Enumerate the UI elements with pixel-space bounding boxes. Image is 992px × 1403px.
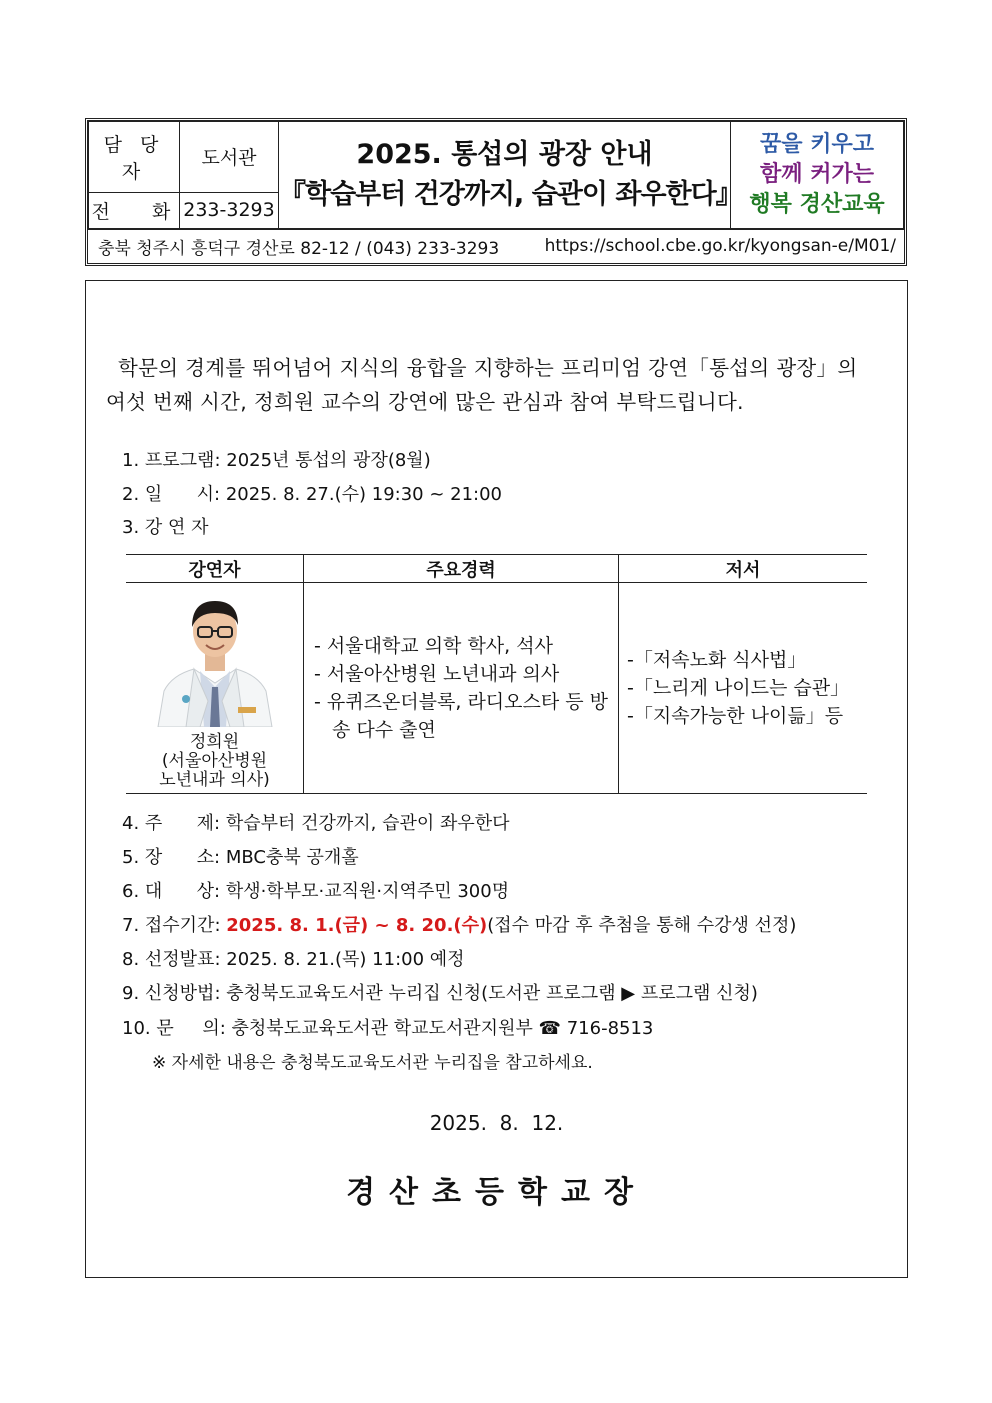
- books-list: [619, 646, 867, 730]
- intro-line-1: 학문의 경계를 뛰어넘어 지식의 융합을 지향하는 프리미엄 강연「통섭의 광장」의: [118, 356, 858, 380]
- motto-line-3: 행복 경산교육: [749, 192, 885, 217]
- book-item: -「저속노화 식사법」: [627, 649, 807, 671]
- contact-value: 도서관: [180, 122, 279, 193]
- title-sub: 『학습부터 건강까지, 습관이 좌우한다』: [279, 179, 742, 210]
- school-address: 충북 청주시 흥덕구 경산로 82-12 / (043) 233-3293: [98, 238, 500, 259]
- speaker-affiliation-2: 노년내과 의사): [159, 769, 270, 790]
- item-venue-value: MBC충북 공개홀: [225, 847, 359, 868]
- title-main: 2025. 통섭의 광장 안내: [356, 139, 653, 170]
- career-item: - 서울아산병원 노년내과 의사: [314, 663, 560, 685]
- speaker-name: 정희원: [189, 731, 240, 752]
- item-program-value: 2025년 통섭의 광장(8월): [226, 450, 431, 471]
- item-registration-period: 2025. 8. 1.(금) ~ 8. 20.(수): [226, 915, 488, 936]
- reference-note: ※ 자세한 내용은 충청북도교육도서관 누리집을 참고하세요.: [152, 1053, 593, 1073]
- item-announcement: [122, 945, 465, 971]
- header-table: [88, 121, 904, 229]
- item-datetime-value: 2025. 8. 27.(수) 19:30 ~ 21:00: [225, 484, 503, 505]
- item-apply-method: [122, 979, 758, 1005]
- item-topic-value: 학습부터 건강까지, 습관이 좌우한다: [225, 813, 510, 834]
- career-item: - 유퀴즈온더블록, 라디오스타 등 방송 다수 출연: [314, 691, 609, 741]
- item-audience-value: 학생·학부모·교직원·지역주민 300명: [225, 881, 510, 902]
- motto-line-2: 함께 커가는: [760, 162, 874, 187]
- speaker-affiliation-1: (서울아산병원: [161, 750, 268, 771]
- item-program-label: 1. 프로그램:: [122, 450, 221, 471]
- document-title: [279, 122, 742, 229]
- item-topic-label: 4. 주 제:: [122, 813, 221, 834]
- header-books: 저서: [619, 555, 868, 583]
- book-item: -「느리게 나이드는 습관」: [627, 677, 850, 699]
- item-registration: [122, 911, 796, 937]
- document-body: [85, 280, 908, 1278]
- books-cell: [619, 583, 868, 794]
- item-audience-label: 6. 대 상:: [122, 881, 221, 902]
- contact-label: 담 당 자: [89, 122, 180, 193]
- header-speaker: 강연자: [126, 555, 304, 583]
- item-inquiry: [122, 1014, 653, 1040]
- school-url[interactable]: https://school.cbe.go.kr/kyongsan-e/M01/: [544, 236, 896, 256]
- speaker-photo: [150, 591, 280, 727]
- item-speaker-label: 3. 강 연 자: [122, 517, 209, 538]
- item-speaker: [122, 513, 209, 539]
- item-datetime-label: 2. 일 시:: [122, 484, 221, 505]
- item-registration-label: 7. 접수기간:: [122, 915, 221, 936]
- item-venue: [122, 843, 359, 869]
- intro-paragraph: [106, 351, 896, 419]
- header-career: 주요경력: [304, 555, 619, 583]
- document-header: [85, 118, 907, 266]
- item-topic: [122, 809, 510, 835]
- speaker-cell: [126, 583, 304, 794]
- address-row: [88, 229, 904, 262]
- item-registration-note: (접수 마감 후 추첨을 통해 수강생 선정): [487, 915, 797, 936]
- item-venue-label: 5. 장 소:: [122, 847, 221, 868]
- intro-line-2: 여섯 번째 시간, 정희원 교수의 강연에 많은 관심과 참여 부탁드립니다.: [106, 390, 744, 414]
- motto-line-1: 꿈을 키우고: [760, 132, 874, 157]
- item-program: [122, 446, 431, 472]
- speaker-profile: [126, 591, 303, 790]
- item-inquiry-label: 10. 문 의:: [122, 1018, 226, 1039]
- phone-value: 233-3293: [180, 192, 279, 228]
- document-date: 2025. 8. 12.: [429, 1111, 564, 1135]
- career-item: - 서울대학교 의학 학사, 석사: [314, 635, 553, 657]
- book-item: -「지속가능한 나이듦」등: [627, 705, 844, 727]
- school-motto: [731, 122, 904, 229]
- item-inquiry-value: 충청북도교육도서관 학교도서관지원부 ☎ 716-8513: [231, 1018, 654, 1039]
- speaker-table: [126, 554, 867, 794]
- item-audience: [122, 877, 509, 903]
- phone-label: 전 화: [89, 192, 180, 228]
- item-datetime: [122, 480, 502, 506]
- career-cell: [304, 583, 619, 794]
- item-announcement-label: 8. 선정발표:: [122, 949, 221, 970]
- principal-signature: 경산초등학교장: [346, 1175, 647, 1210]
- item-apply-method-label: 9. 신청방법:: [122, 983, 221, 1004]
- career-list: [304, 632, 618, 744]
- item-apply-method-value: 충청북도교육도서관 누리집 신청(도서관 프로그램 ▶ 프로그램 신청): [226, 983, 758, 1004]
- item-announcement-value: 2025. 8. 21.(목) 11:00 예정: [226, 949, 465, 970]
